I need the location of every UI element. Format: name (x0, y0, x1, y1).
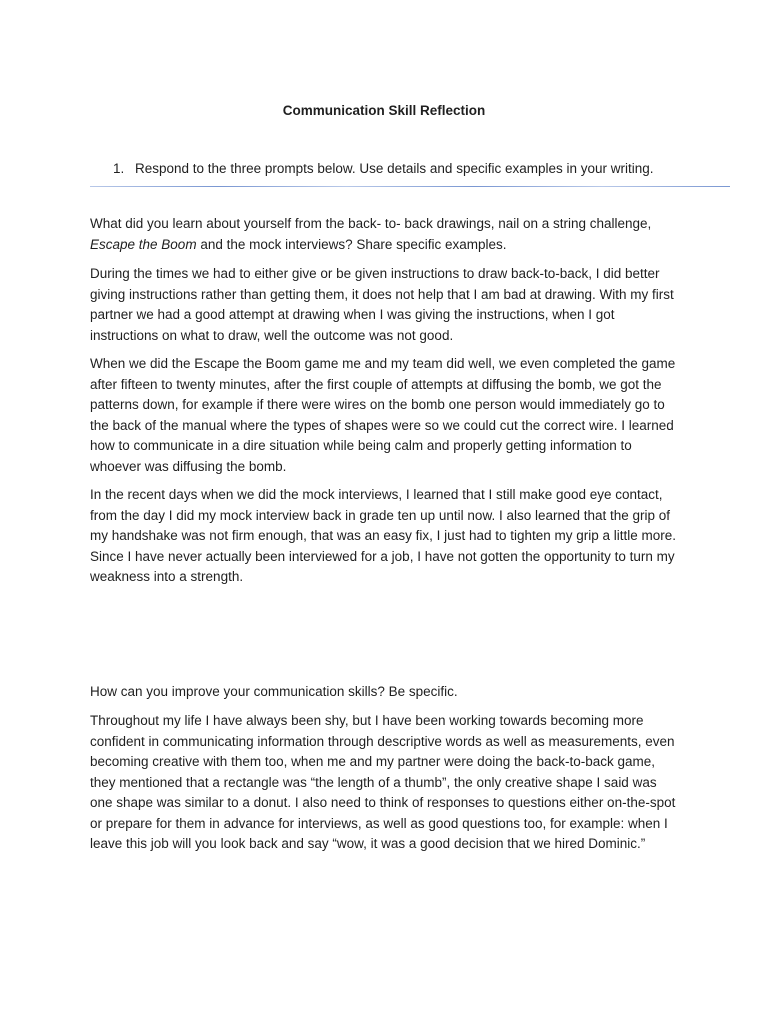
prompt-list-item (113, 160, 733, 178)
answer-paragraph-4: Throughout my life I have always been shy, but I have been working towards becoming more confident in communicating information through descriptive words as well as measurements, even becoming creative with them too, when me and my partner were doing the back-to-back game, they mentioned that a rectangle was “the length of a thumb”, the only creative shape I said was one shape was similar to a donut. I also need to think of responses to questions either on-the-spot or prepare for them in advance for interviews, as well as good questions too, for example: when I leave this job will you look back and say “wow, it was a good decision that we hired Dominic.” (90, 713, 676, 851)
answer-paragraph-3: In the recent days when we did the mock interviews, I learned that I still make good eye contact, from the day I did my mock interview back in grade ten up until now. I also learned that the grip of my handshake was not firm enough, that was an easy fix, I just had to tighten my grip a little more. Since I have never actually been interviewed for a job, I have not gotten the opportunity to turn my weakness into a strength. (90, 487, 677, 584)
question-2: How can you improve your communication skills? Be specific. (90, 684, 458, 699)
question-1 (90, 214, 680, 255)
document-title: Communication Skill Reflection (282, 103, 486, 118)
prompt-text: Respond to the three prompts below. Use details and specific examples in your writing. (135, 161, 654, 176)
question-1-italic: Escape the Boom (90, 236, 197, 252)
answer-paragraph-2: When we did the Escape the Boom game me and my team did well, we even completed the game after fifteen to twenty minutes, after the first couple of attempts at diffusing the bomb, we got the patterns down, for example if there were wires on the bomb one person would immediately go to the back of the manual where the types of shapes were so we could cut the correct wire. I learned how to communicate in a dire situation while being calm and properly getting information to whoever was diffusing the bomb. (90, 356, 676, 474)
question-1-part2: and the mock interviews? Share specific examples. (196, 236, 507, 252)
list-number: 1. (113, 161, 125, 176)
question-1-part1: What did you learn about yourself from the back- to- back drawings, nail on a string challenge, (90, 216, 652, 231)
answer-paragraph-1: During the times we had to either give or be given instructions to draw back-to-back, I did better giving instructions rather than getting them, it does not help that I am bad at drawing. With my first partner we had a good attempt at drawing when I was giving the instructions, when I got instructions on what to draw, well the outcome was not good. (90, 266, 674, 343)
horizontal-rule (90, 186, 730, 187)
